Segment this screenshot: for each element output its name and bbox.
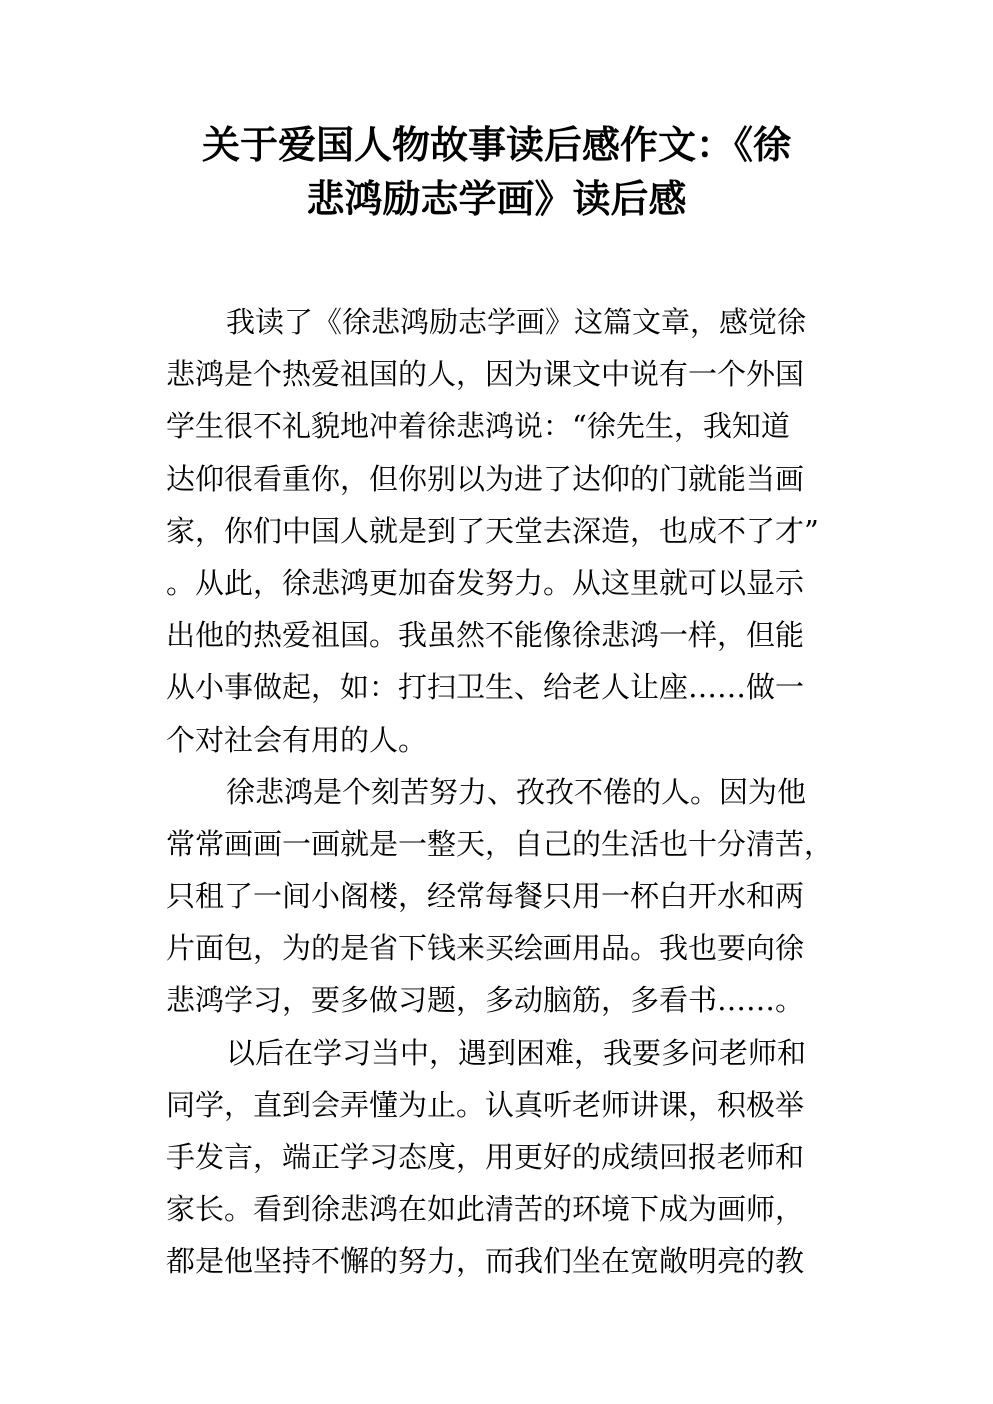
paragraph-3-line-5: 都是他坚持不懈的努力，而我们坐在宽敞明亮的教	[166, 1244, 805, 1279]
paragraph-1-line-3: 学生很不礼貌地冲着徐悲鸿说：“徐先生，我知道	[166, 409, 790, 444]
paragraph-2-line-2: 常常画画一画就是一整天，自己的生活也十分清苦，	[166, 826, 834, 861]
title-line-1: 关于爱国人物故事读后感作文：《徐	[201, 123, 791, 167]
paragraph-1-line-7: 出他的热爱祖国。我虽然不能像徐悲鸿一样，但能	[166, 618, 805, 653]
paragraph-2-line-3: 只租了一间小阁楼，经常每餐只用一杯白开水和两	[166, 879, 805, 914]
paragraph-1-line-1: 我读了《徐悲鸿励志学画》这篇文章，感觉徐	[226, 305, 807, 339]
paragraph-2-line-1: 徐悲鸿是个刻苦努力、孜孜不倦的人。因为他	[226, 774, 807, 809]
title-line-2: 悲鸿励志学画》读后感	[306, 177, 687, 221]
paragraph-1-line-2: 悲鸿是个热爱祖国的人，因为课文中说有一个外国	[166, 357, 805, 392]
paragraph-1-line-4: 达仰很看重你，但你别以为进了达仰的门就能当画	[166, 461, 805, 496]
document-body	[166, 296, 846, 1288]
paragraph-3-line-1: 以后在学习当中，遇到困难，我要多问老师和	[226, 1035, 807, 1070]
paragraph-1-line-8: 从小事做起，如：打扫卫生、给老人让座……做一	[166, 670, 805, 705]
paragraph-3-line-3: 手发言，端正学习态度，用更好的成绩回报老师和	[166, 1140, 805, 1174]
paragraph-1-line-5: 家，你们中国人就是到了天堂去深造，也成不了才”	[166, 513, 819, 548]
paragraph-3-line-4: 家长。看到徐悲鸿在如此清苦的环境下成为画师，	[166, 1192, 805, 1227]
paragraph-2-line-4: 片面包，为的是省下钱来买绘画用品。我也要向徐	[166, 931, 805, 966]
paragraph-1-line-6: 。从此，徐悲鸿更加奋发努力。从这里就可以显示	[166, 565, 805, 600]
paragraph-1-line-9: 个对社会有用的人。	[166, 722, 428, 757]
paragraph-3-line-2: 同学，直到会弄懂为止。认真听老师讲课，积极举	[166, 1087, 805, 1122]
paragraph-2-line-5: 悲鸿学习，要多做习题，多动脑筋，多看书……。	[166, 983, 805, 1018]
document-title	[160, 118, 833, 226]
